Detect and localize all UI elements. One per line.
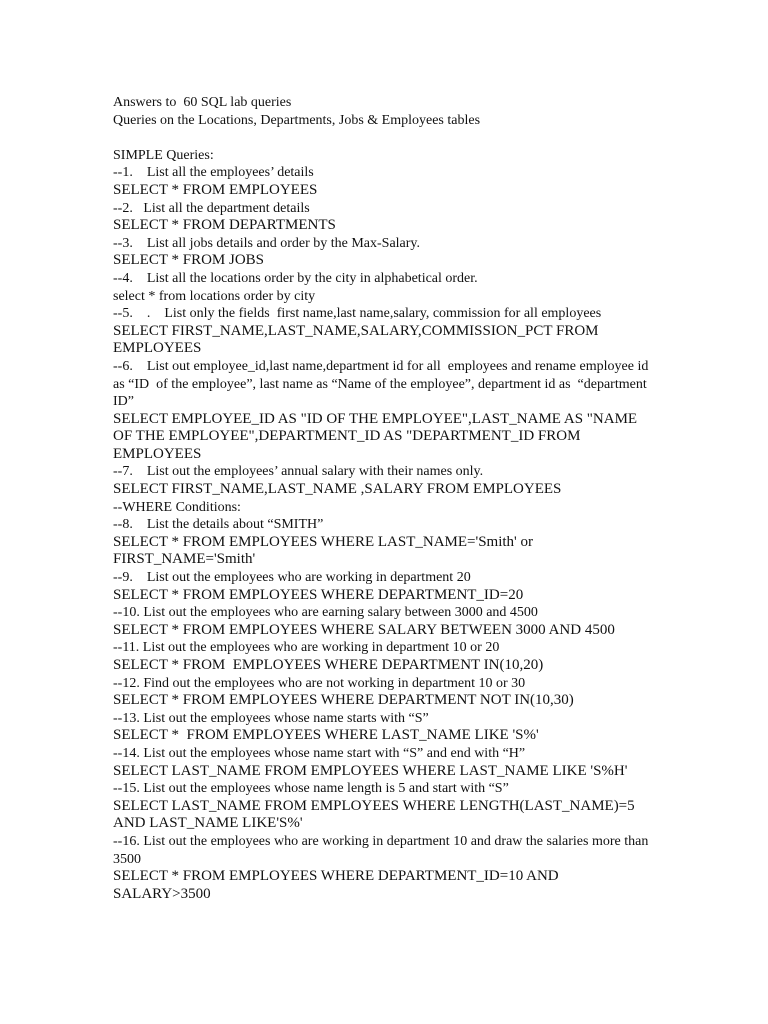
sql-query-line: SELECT * FROM EMPLOYEES bbox=[113, 181, 318, 198]
query-description-line: --WHERE Conditions: bbox=[113, 499, 241, 515]
sql-query-line: SELECT LAST_NAME FROM EMPLOYEES WHERE LENGTH(LAST_NAME)=5 AND LAST_NAME LIKE'S%' bbox=[113, 797, 638, 832]
query-description-line: --2. List all the department details bbox=[113, 200, 310, 216]
query-description-line: --13. List out the employees whose name starts with “S” bbox=[113, 710, 429, 726]
sql-query-line: SELECT FIRST_NAME,LAST_NAME,SALARY,COMMISSION_PCT FROM EMPLOYEES bbox=[113, 322, 603, 357]
sql-query-line: SELECT * FROM EMPLOYEES WHERE SALARY BETWEEN 3000 AND 4500 bbox=[113, 621, 615, 638]
query-description-line: --1. List all the employees’ details bbox=[113, 165, 314, 181]
query-description-line: --6. List out employee_id,last name,department id for all employees and rename employee id as “ID of the employee”, last name as “Name of the employee”, department id as “department ID” bbox=[113, 358, 654, 410]
sql-query-line: SELECT * FROM EMPLOYEES WHERE DEPARTMENT_ID=20 bbox=[113, 586, 524, 603]
query-description-line: --9. List out the employees who are working in department 20 bbox=[113, 570, 471, 586]
query-description-line: --14. List out the employees whose name start with “S” and end with “H” bbox=[113, 745, 526, 761]
sql-query-line: SELECT EMPLOYEE_ID AS "ID OF THE EMPLOYEE",LAST_NAME AS "NAME OF THE EMPLOYEE",DEPARTMENT_ID AS "DEPARTMENT_ID FROM EMPLOYEES bbox=[113, 410, 641, 462]
query-description-line: --8. List the details about “SMITH” bbox=[113, 517, 324, 533]
query-description-line: --4. List all the locations order by the city in alphabetical order. bbox=[113, 270, 478, 286]
section-heading: SIMPLE Queries: bbox=[113, 147, 214, 163]
query-description-line: --5. . List only the fields first name,last name,salary, commission for all employees bbox=[113, 306, 602, 322]
sql-query-line: SELECT * FROM DEPARTMENTS bbox=[113, 217, 336, 234]
sql-query-line: SELECT * FROM JOBS bbox=[113, 252, 265, 269]
sql-query-line: SELECT * FROM EMPLOYEES WHERE LAST_NAME='Smith' or FIRST_NAME='Smith' bbox=[113, 533, 537, 568]
sql-query-line: SELECT * FROM EMPLOYEES WHERE DEPARTMENT_ID=10 AND SALARY>3500 bbox=[113, 868, 563, 902]
sql-query-line: SELECT LAST_NAME FROM EMPLOYEES WHERE LAST_NAME LIKE 'S%H' bbox=[113, 762, 628, 779]
sql-query-line: SELECT FIRST_NAME,LAST_NAME ,SALARY FROM EMPLOYEES bbox=[113, 481, 562, 498]
query-description-line: --10. List out the employees who are earning salary between 3000 and 4500 bbox=[113, 605, 538, 621]
document-body bbox=[113, 94, 653, 903]
query-description-line: --11. List out the employees who are working in department 10 or 20 bbox=[113, 640, 500, 656]
query-description-line: --12. Find out the employees who are not working in department 10 or 30 bbox=[113, 675, 526, 691]
sql-query-line: SELECT * FROM EMPLOYEES WHERE LAST_NAME LIKE 'S%' bbox=[113, 727, 539, 744]
query-description-line: --7. List out the employees’ annual salary with their names only. bbox=[113, 464, 484, 480]
document-subtitle: Queries on the Locations, Departments, Jobs & Employees tables bbox=[113, 112, 481, 128]
sql-query-line: SELECT * FROM EMPLOYEES WHERE DEPARTMENT NOT IN(10,30) bbox=[113, 692, 574, 709]
query-description-line: --3. List all jobs details and order by the Max-Salary. bbox=[113, 235, 421, 251]
blank-line bbox=[113, 129, 653, 147]
sql-query-line: select * from locations order by city bbox=[113, 288, 316, 304]
query-description-line: --15. List out the employees whose name length is 5 and start with “S” bbox=[113, 781, 509, 797]
sql-query-line: SELECT * FROM EMPLOYEES WHERE DEPARTMENT IN(10,20) bbox=[113, 657, 544, 673]
document-title: Answers to 60 SQL lab queries bbox=[113, 95, 292, 110]
query-description-line: --16. List out the employees who are working in department 10 and draw the salaries more than 3500 bbox=[113, 833, 652, 867]
